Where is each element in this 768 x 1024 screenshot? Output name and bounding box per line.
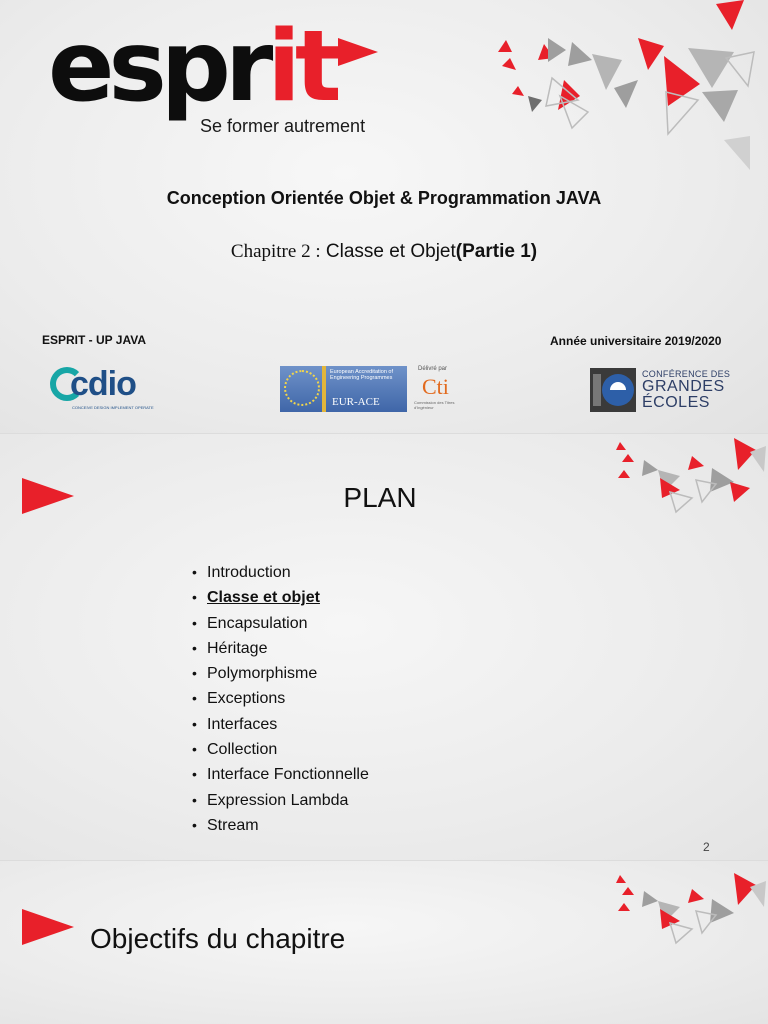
objectives-title: Objectifs du chapitre xyxy=(90,923,346,954)
list-item-label: Encapsulation xyxy=(207,614,308,632)
list-item-label: Interfaces xyxy=(207,715,278,733)
cti-caption: Commission des Titres d'Ingénieur xyxy=(414,400,455,410)
academic-year-label: Année universitaire 2019/2020 xyxy=(550,334,722,348)
title-slide xyxy=(0,0,768,433)
plan-list xyxy=(192,560,369,838)
list-item-label: Stream xyxy=(207,816,259,834)
chapter-part: (Partie 1) xyxy=(455,241,538,262)
list-item: • Interfaces xyxy=(192,715,278,733)
chapter-heading xyxy=(0,241,768,263)
cge-logo xyxy=(590,366,730,412)
objectives-slide xyxy=(0,860,768,1024)
cge-line2: GRANDES xyxy=(642,378,725,395)
chapter-name: Classe et Objet xyxy=(325,241,456,262)
eur-ace-stripe xyxy=(322,366,326,412)
cge-line3: ÉCOLES xyxy=(642,394,710,411)
eu-stars-icon xyxy=(284,370,320,406)
eur-ace-mark: EUR-ACE xyxy=(332,396,380,408)
decorative-triangles-icon xyxy=(488,0,768,180)
cdio-logo-text: cdio xyxy=(70,365,136,403)
list-item: • Stream xyxy=(192,816,259,834)
eur-ace-text: European Accreditation of Engineering Programmes xyxy=(330,369,393,381)
eur-ace-logo xyxy=(280,366,407,412)
list-item-label: Polymorphisme xyxy=(207,665,318,683)
plan-slide xyxy=(0,433,768,860)
cge-emblem-icon xyxy=(590,368,636,412)
cti-mark: Cti xyxy=(422,374,449,399)
cdio-logo-caption: CONCEIVE DESIGN IMPLEMENT OPERATE xyxy=(72,405,154,410)
list-item: • Interface Fonctionnelle xyxy=(192,766,369,784)
list-item: • Polymorphisme xyxy=(192,665,318,683)
decorative-triangles-icon xyxy=(600,865,768,945)
list-item: • Encapsulation xyxy=(192,614,308,632)
list-item-label: Exceptions xyxy=(207,690,286,708)
cdio-logo xyxy=(48,363,158,415)
list-item-label: Introduction xyxy=(207,564,291,581)
list-item: • Exceptions xyxy=(192,690,286,708)
logo-flag-icon xyxy=(338,38,380,68)
list-item: • Classe et objet xyxy=(192,589,320,607)
list-item-label: Classe et objet xyxy=(207,589,320,607)
cti-logo xyxy=(410,366,470,412)
list-item-label: Expression Lambda xyxy=(207,791,349,809)
slide-marker-icon xyxy=(22,909,78,949)
plan-title: PLAN xyxy=(343,482,417,513)
page-number: 2 xyxy=(703,840,710,854)
chapter-prefix: Chapitre 2 : xyxy=(230,241,321,262)
list-item-label: Collection xyxy=(207,741,278,759)
esprit-logo xyxy=(48,10,336,124)
list-item: • Héritage xyxy=(192,639,268,657)
list-item: • Introduction xyxy=(192,564,291,581)
list-item-label: Interface Fonctionnelle xyxy=(207,766,369,784)
cti-delivered-by: Délivré par xyxy=(418,366,448,372)
cge-line1: CONFÉRENCE DES xyxy=(642,369,731,379)
list-item-label: Héritage xyxy=(207,639,268,657)
list-item: • Expression Lambda xyxy=(192,791,349,809)
course-title: Conception Orientée Objet & Programmation JAVA xyxy=(166,188,602,208)
organization-label: ESPRIT - UP JAVA xyxy=(42,333,147,347)
list-item: • Collection xyxy=(192,741,278,759)
logo-accent-text: it xyxy=(267,10,336,124)
logo-main-text: espr xyxy=(48,10,268,124)
logo-tagline: Se former autrement xyxy=(200,116,366,136)
